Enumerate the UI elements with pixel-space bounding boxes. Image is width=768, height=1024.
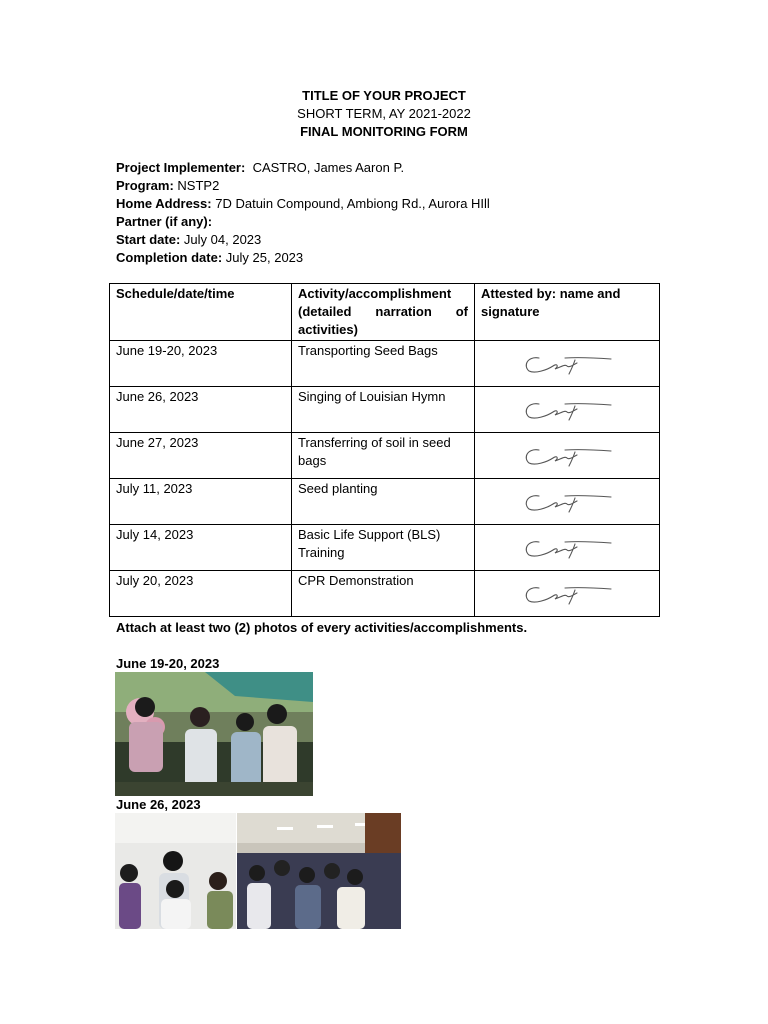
completion-row — [116, 249, 490, 267]
table-row — [110, 525, 660, 571]
row-activity: Singing of Louisian Hymn — [292, 387, 475, 433]
row-activity: Basic Life Support (BLS) Training — [292, 525, 475, 571]
activity-photo — [115, 672, 313, 796]
signature-cell — [475, 525, 660, 571]
document-header — [0, 87, 768, 141]
table-header-row — [110, 284, 660, 341]
signature-image — [481, 388, 653, 431]
implementer-row — [116, 159, 490, 177]
signature-image — [481, 526, 653, 569]
signature-image — [481, 572, 653, 615]
row-date: July 20, 2023 — [110, 571, 292, 617]
form-name: FINAL MONITORING FORM — [300, 124, 468, 139]
partner-label: Partner (if any): — [116, 214, 213, 229]
row-activity: Transferring of soil in seed bags — [292, 433, 475, 479]
signature-image — [481, 342, 653, 385]
project-title: TITLE OF YOUR PROJECT — [302, 88, 466, 103]
row-activity: CPR Demonstration — [292, 571, 475, 617]
signature-cell — [475, 479, 660, 525]
signature-cell — [475, 571, 660, 617]
table-row — [110, 341, 660, 387]
project-info — [116, 159, 490, 267]
row-date: June 26, 2023 — [110, 387, 292, 433]
program-value: NSTP2 — [177, 178, 220, 193]
photo-section-date: June 19-20, 2023 — [116, 656, 220, 671]
address-value: 7D Datuin Compound, Ambiong Rd., Aurora HIll — [215, 196, 490, 211]
table-row — [110, 387, 660, 433]
start-value: July 04, 2023 — [183, 232, 262, 247]
program-row — [116, 177, 490, 195]
row-activity: Seed planting — [292, 479, 475, 525]
completion-value: July 25, 2023 — [225, 250, 304, 265]
signature-image — [481, 434, 653, 477]
partner-row — [116, 213, 490, 231]
term-line: SHORT TERM, AY 2021-2022 — [297, 106, 471, 121]
table-row — [110, 479, 660, 525]
row-activity: Transporting Seed Bags — [292, 341, 475, 387]
start-label: Start date: — [116, 232, 181, 247]
row-date: July 14, 2023 — [110, 525, 292, 571]
signature-image — [481, 480, 653, 523]
program-label: Program: — [116, 178, 174, 193]
col-header-activity: Activity/accomplishment (detailed narration of activities) — [292, 284, 475, 341]
implementer-label: Project Implementer: — [116, 160, 246, 175]
address-label: Home Address: — [116, 196, 212, 211]
start-row — [116, 231, 490, 249]
signature-cell — [475, 341, 660, 387]
signature-cell — [475, 433, 660, 479]
activity-photo — [115, 813, 236, 929]
photo-instruction: Attach at least two (2) photos of every activities/accomplishments. — [116, 620, 528, 635]
photo-section-date: June 26, 2023 — [116, 797, 201, 812]
col-header-schedule: Schedule/date/time — [110, 284, 292, 341]
table-row — [110, 571, 660, 617]
table-row — [110, 433, 660, 479]
signature-cell — [475, 387, 660, 433]
col-header-attested: Attested by: name and signature — [475, 284, 660, 341]
implementer-value: CASTRO, James Aaron P. — [252, 160, 405, 175]
row-date: July 11, 2023 — [110, 479, 292, 525]
activity-photo — [237, 813, 401, 929]
address-row — [116, 195, 490, 213]
row-date: June 27, 2023 — [110, 433, 292, 479]
monitoring-table — [109, 283, 660, 617]
row-date: June 19-20, 2023 — [110, 341, 292, 387]
completion-label: Completion date: — [116, 250, 223, 265]
